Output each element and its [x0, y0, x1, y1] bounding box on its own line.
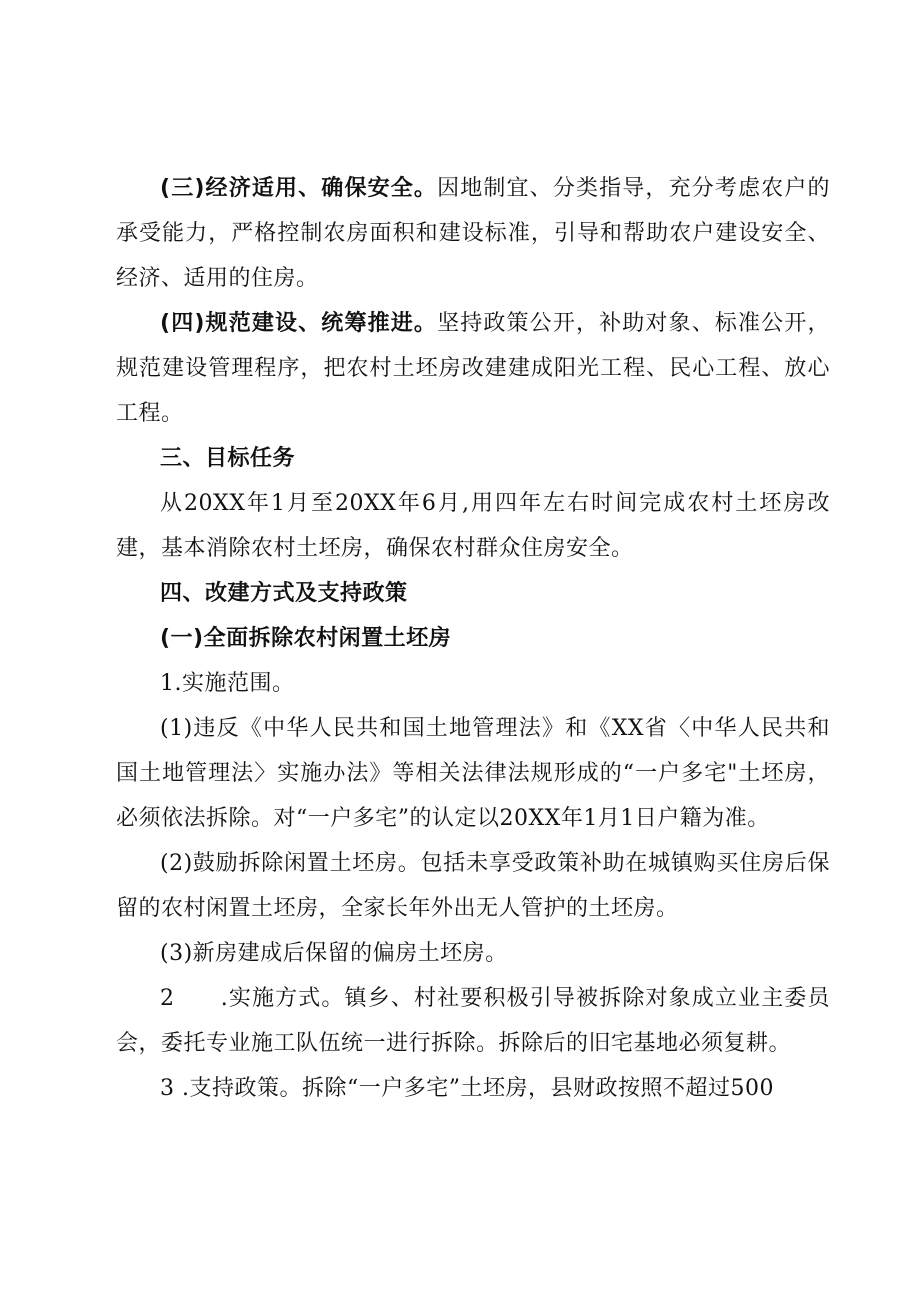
document-body — [116, 166, 830, 1111]
section-three-text: 从20XX年1月至20XX年6月,用四年左右时间完成农村土坯房改建，基本消除农村土坯房，确保农村群众住房安全。 — [116, 491, 830, 561]
item-one-one: (1)违反《中华人民共和国土地管理法》和《XX省〈中华人民共和国土地管理法〉实施办法》等相关法律法规形成的“一户多宅"土坯房，必须依法拆除。对“一户多宅”的认定以20XX年1月1日户籍为准。 — [116, 716, 830, 831]
principle-three-text: 因地制宜、分类指导，充分考虑农户的承受能力，严格控制农房面积和建设标准，引导和帮助农户建设安全、经济、适用的住房。 — [116, 176, 830, 291]
principle-three-paragraph — [116, 166, 830, 301]
principle-three-heading: (三)经济适用、确保安全。 — [160, 176, 438, 201]
section-three-heading: 三、目标任务 — [160, 446, 296, 471]
principle-four-text: 坚持政策公开，补助对象、标准公开，规范建设管理程序，把农村土坯房改建建成阳光工程、民心工程、放心工程。 — [116, 311, 830, 426]
item-two-text: .实施方式。镇乡、村社要积极引导被拆除对象成立业主委员会，委托专业施工队伍统一进行拆除。拆除后的旧宅基地必须复耕。 — [116, 986, 830, 1056]
item-three-paragraph: 3 .支持政策。拆除“一户多宅”土坯房，县财政按照不超过500 — [160, 1076, 774, 1101]
item-one-three: (3)新房建成后保留的偏房土坯房。 — [160, 941, 508, 966]
subsection-one-heading: (一)全面拆除农村闲置土坯房 — [160, 626, 452, 651]
section-four-heading: 四、改建方式及支持政策 — [160, 581, 408, 606]
item-one-two: (2)鼓励拆除闲置土坯房。包括未享受政策补助在城镇购买住房后保留的农村闲置土坯房，全家长年外出无人管护的土坯房。 — [116, 851, 830, 921]
item-two-number: 2 — [160, 986, 175, 1011]
item-one-heading: 1.实施范围。 — [160, 671, 295, 696]
principle-four-heading: (四)规范建设、统筹推进。 — [160, 311, 438, 336]
principle-four-paragraph — [116, 301, 830, 436]
item-two-paragraph — [116, 976, 830, 1066]
